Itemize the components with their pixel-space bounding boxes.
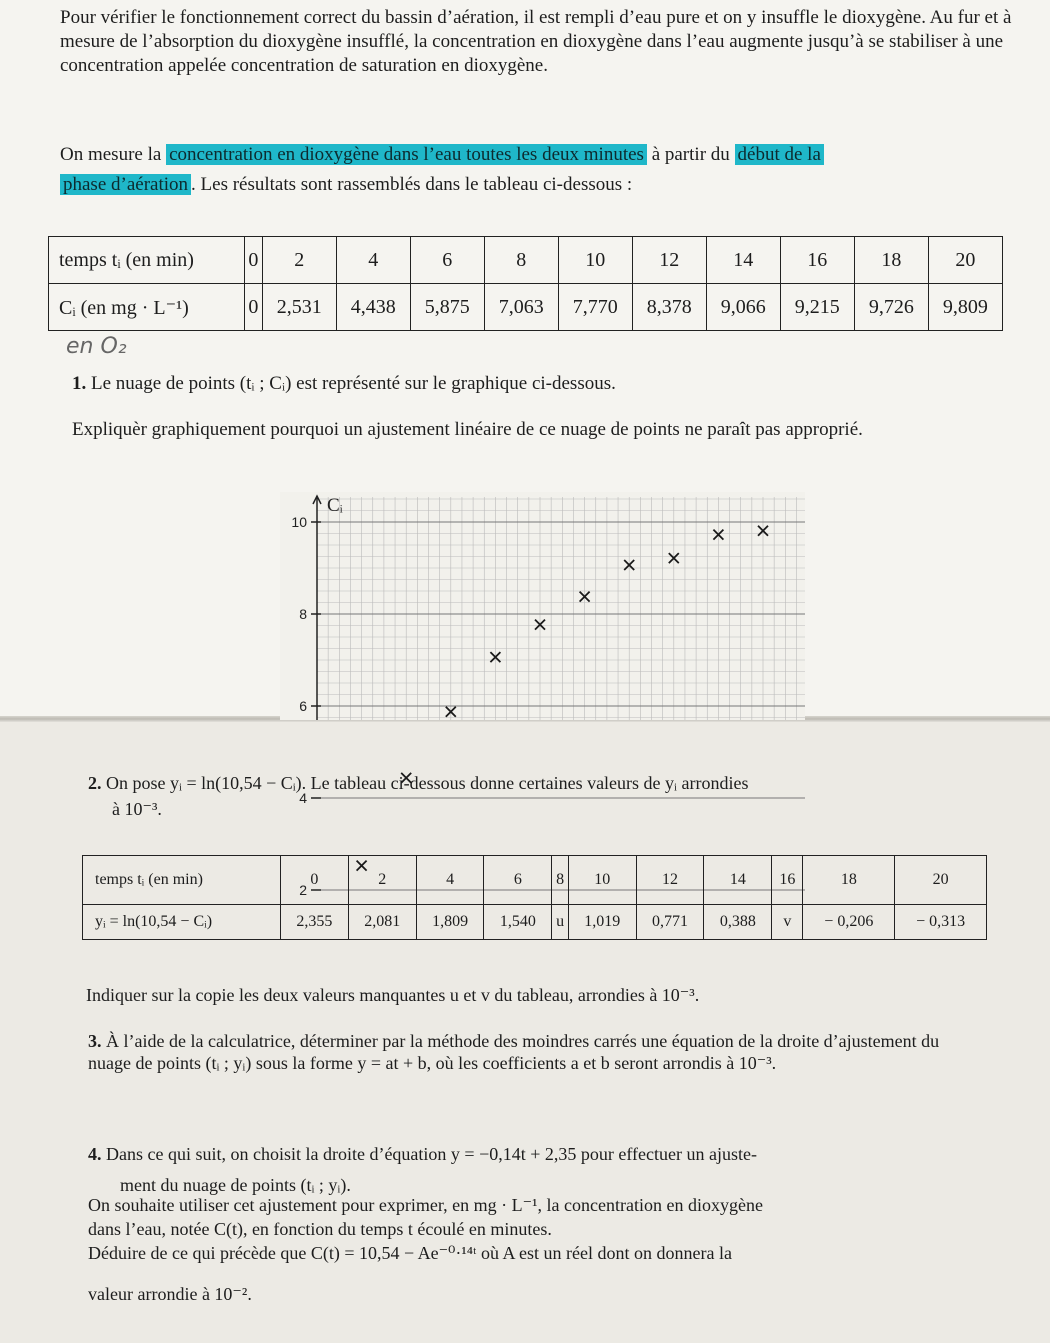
chart-background: [280, 492, 805, 720]
table-cell: 2,081: [348, 905, 416, 940]
table-cell: 18: [803, 856, 895, 905]
question-3: [88, 1030, 948, 1074]
table-cell: 9,215: [780, 284, 854, 331]
question-4-text-1: Dans ce qui suit, on choisit la droite d’équation y = −0,14t + 2,35 pour effectuer un ajuste-: [106, 1144, 757, 1164]
time-row-header-2: temps tᵢ (en min): [83, 856, 281, 905]
table-cell: 8: [552, 856, 569, 905]
table-cell: 5,875: [410, 284, 484, 331]
table-cell: − 0,313: [895, 905, 987, 940]
question-2: [88, 772, 948, 795]
table-row: [83, 905, 987, 940]
table-cell: 16: [772, 856, 803, 905]
question-4-line-2: ment du nuage de points (tᵢ ; yᵢ).: [120, 1175, 351, 1195]
question-2-number: 2.: [88, 773, 102, 793]
table-cell: 12: [632, 237, 706, 284]
table-cell: v: [772, 905, 803, 940]
table-cell: 14: [704, 856, 772, 905]
question-4-line-1: [88, 1143, 1028, 1166]
question-4-line-6: valeur arrondie à 10⁻².: [88, 1284, 252, 1304]
question-4-line-5: Déduire de ce qui précède que C(t) = 10,54 − Ae⁻⁰·¹⁴ᵗ où A est un réel dont on donnera la: [88, 1243, 732, 1263]
question-2-text: On pose yᵢ = ln(10,54 − Cᵢ). Le tableau ci-dessous donne certaines valeurs de yᵢ arrondies: [106, 773, 749, 793]
table-cell: 9,809: [928, 284, 1002, 331]
table-cell: 0,388: [704, 905, 772, 940]
log-values-table: [82, 855, 987, 940]
y-tick-label: 8: [299, 606, 307, 622]
table-cell: 8,378: [632, 284, 706, 331]
para2-mid: à partir du: [651, 144, 730, 165]
table-cell: 18: [854, 237, 928, 284]
table-cell: 6: [410, 237, 484, 284]
question-1-number: 1.: [72, 373, 87, 394]
table-cell: 4: [416, 856, 484, 905]
table-cell: 9,066: [706, 284, 780, 331]
table-row: [49, 284, 1003, 331]
table-cell: 4: [336, 237, 410, 284]
table-cell: 14: [706, 237, 780, 284]
table-cell: 20: [895, 856, 987, 905]
table-cell: 4,438: [336, 284, 410, 331]
question-4-line-4: dans l’eau, notée C(t), en fonction du temps t écoulé en minutes.: [88, 1219, 552, 1239]
table-cell: 0,771: [636, 905, 704, 940]
handwritten-note: en O₂: [66, 334, 127, 359]
y-axis-label: Cᵢ: [327, 495, 343, 516]
question-2-instruction: Indiquer sur la copie les deux valeurs manquantes u et v du tableau, arrondies à 10⁻³.: [86, 985, 700, 1005]
table-cell: 0: [245, 237, 263, 284]
table-cell: 20: [928, 237, 1002, 284]
table-cell: 6: [484, 856, 552, 905]
highlight-phase: phase d’aération: [60, 174, 191, 195]
y-row-header: yᵢ = ln(10,54 − Cᵢ): [83, 905, 281, 940]
table-cell: 2: [262, 237, 336, 284]
intro-paragraph: Pour vérifier le fonctionnement correct du bassin d’aération, il est rempli d’eau pure et on y insuffle le dioxygène. Au fur et à mesure de l’absorption du dioxygène insufflé, la concentration en dioxygène dans l’eau augmente jusqu’à se stabiliser à une concentration appelée concentration de saturation en dioxygène.: [60, 7, 1012, 76]
question-4-line-3: On souhaite utiliser cet ajustement pour exprimer, en mg · L⁻¹, la concentration en dioxygène: [88, 1195, 763, 1215]
question-3-text: À l’aide de la calculatrice, déterminer par la méthode des moindres carrés une équation de la droite d’ajustement du nuage de points (tᵢ ; yᵢ) sous la forme y = at + b, où les coefficients a et b seront arrondis à 10⁻³.: [88, 1031, 940, 1073]
table-cell: − 0,206: [803, 905, 895, 940]
table-cell: 2,531: [262, 284, 336, 331]
question-1: [72, 372, 972, 395]
y-tick-label: 4: [299, 790, 307, 806]
table-cell: 1,540: [484, 905, 552, 940]
table-cell: 12: [636, 856, 704, 905]
y-tick-label: 10: [291, 514, 307, 530]
table-cell: u: [552, 905, 569, 940]
table-cell: 0: [245, 284, 263, 331]
table-row: [49, 237, 1003, 284]
table-cell: 9,726: [854, 284, 928, 331]
question-2-precision: à 10⁻³.: [112, 799, 162, 819]
table-cell: 2: [348, 856, 416, 905]
question-4-number: 4.: [88, 1144, 102, 1164]
y-tick-label: 2: [299, 882, 307, 898]
question-3-number: 3.: [88, 1031, 102, 1051]
highlight-debut: début de la: [735, 144, 824, 165]
highlight-concentration: concentration en dioxygène dans l’eau toutes les deux minutes: [166, 144, 647, 165]
table-cell: 1,809: [416, 905, 484, 940]
table-cell: 10: [558, 237, 632, 284]
y-tick-label: 6: [299, 698, 307, 714]
measurement-paragraph: [60, 140, 1000, 200]
concentration-table: [48, 236, 1003, 331]
table-cell: 7,063: [484, 284, 558, 331]
question-1-text: Le nuage de points (tᵢ ; Cᵢ) est représenté sur le graphique ci-dessous.: [91, 373, 616, 394]
table-cell: 0: [281, 856, 349, 905]
time-row-header: temps tᵢ (en min): [49, 237, 245, 284]
para2-end: . Les résultats sont rassemblés dans le tableau ci-dessous :: [191, 174, 633, 195]
table-cell: 10: [568, 856, 636, 905]
table-cell: 8: [484, 237, 558, 284]
table-cell: 16: [780, 237, 854, 284]
concentration-row-header: Cᵢ (en mg · L⁻¹): [49, 284, 245, 331]
table-cell: 2,355: [281, 905, 349, 940]
question-1-instruction: Expliquèr graphiquement pourquoi un ajustement linéaire de ce nuage de points ne paraît pas approprié.: [72, 419, 863, 440]
table-cell: 1,019: [568, 905, 636, 940]
para2-start: On mesure la: [60, 144, 162, 165]
table-cell: 7,770: [558, 284, 632, 331]
table-row: [83, 856, 987, 905]
